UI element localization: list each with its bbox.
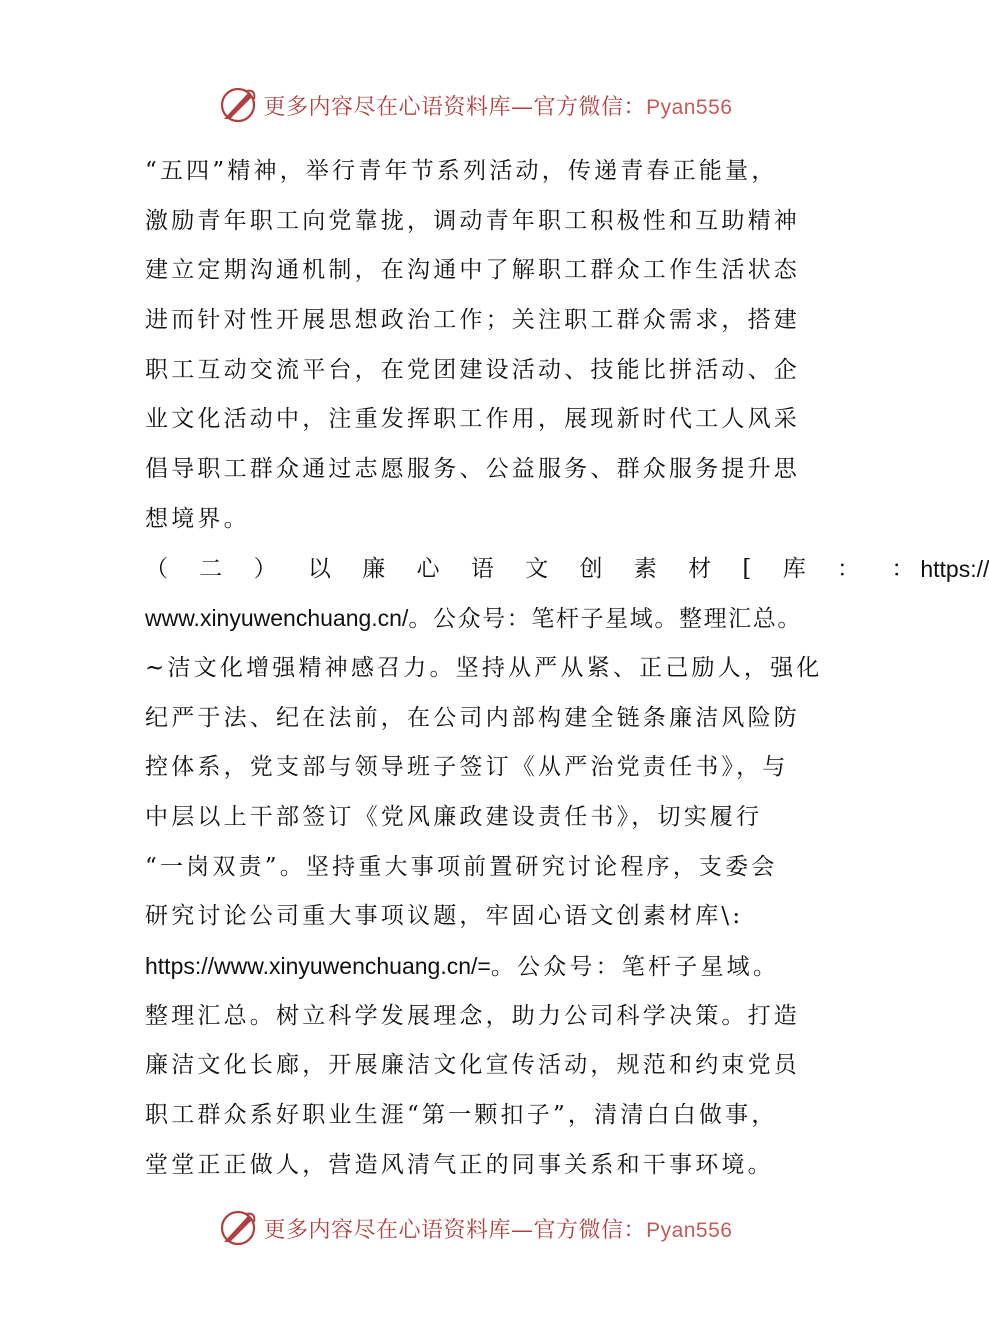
paragraph-line: “一岗双责”。坚持重大事项前置研究讨论程序，支委会 — [145, 853, 778, 880]
url-text: www.xinyuwenchuang.cn/ — [145, 605, 409, 632]
paragraph-line: 控体系，党支部与领导班子签订《从严治党责任书》，与 — [145, 754, 789, 781]
paragraph-line: 业文化活动中，注重发挥职工作用，展现新时代工人风采 — [145, 406, 800, 433]
banner-main: 更多内容尽在心语资料库— — [263, 1217, 534, 1243]
paragraph-line: 廉洁文化长廊，开展廉洁文化宣传活动，规范和约束党员 — [145, 1052, 800, 1079]
banner-main: 更多内容尽在心语资料库— — [263, 94, 534, 120]
paragraph-line: 纪严于法、纪在法前，在公司内部构建全链条廉洁风险防 — [145, 704, 800, 731]
paragraph-line: 建立定期沟通机制，在沟通中了解职工群众工作生活状态 — [145, 257, 800, 284]
wechat-id: Pyan556 — [646, 1218, 733, 1242]
url-line-tail: 。公众号：笔杆子星域。整理汇总。 — [408, 606, 802, 633]
url-line-tail: 。公众号：笔杆子星域。 — [490, 954, 780, 980]
paragraph-line: 职工群众系好职业生涯“第一颗扣子”，清清白白做事， — [145, 1102, 778, 1129]
section-heading-text: （ 二 ） 以 廉 心 语 文 创 素 材 [ 库 ： ： — [145, 555, 921, 582]
quill-logo-icon — [218, 1208, 258, 1248]
paragraph-line: ~洁文化增强精神感召力。坚持从严从紧、正己励人，强化 — [145, 654, 823, 681]
url-text: https://www.xinyuwenchuang.cn/= — [145, 953, 491, 979]
paragraph-line: “五四”精神，举行青年节系列活动，传递青春正能量， — [145, 158, 778, 184]
wechat-id: Pyan556 — [646, 95, 733, 119]
heading-url: https:// — [920, 555, 989, 582]
paragraph-line: 研究讨论公司重大事项议题，牢固心语文创素材库\: — [145, 903, 744, 930]
paragraph-line: 想境界。 — [145, 505, 250, 532]
document-body — [145, 147, 989, 1190]
paragraph-line: 进而针对性开展思想政治工作；关注职工群众需求，搭建 — [145, 307, 800, 334]
banner-sub: 官方微信： — [533, 1217, 647, 1243]
quill-logo-icon — [218, 85, 258, 125]
section-heading — [145, 545, 989, 595]
footer-banner — [0, 1203, 950, 1253]
paragraph-line: 中层以上干部签订《党风廉政建设责任书》，切实履行 — [145, 803, 763, 830]
banner-main-text — [264, 90, 733, 121]
paragraph-line: 整理汇总。树立科学发展理念，助力公司科学决策。打造 — [145, 1002, 800, 1029]
header-banner — [0, 80, 950, 130]
paragraph-line: 堂堂正正做人，营造风清气正的同事关系和干事环境。 — [145, 1151, 774, 1178]
paragraph-line: 倡导职工群众通过志愿服务、公益服务、群众服务提升思 — [145, 456, 800, 483]
banner-main-text — [264, 1213, 733, 1244]
url-line — [145, 942, 805, 992]
paragraph-line: 激励青年职工向党靠拢，调动青年职工积极性和互助精神 — [145, 207, 800, 234]
banner-sub: 官方微信： — [533, 94, 647, 120]
url-line — [145, 594, 805, 644]
paragraph-line: 职工互动交流平台，在党团建设活动、技能比拼活动、企 — [145, 356, 800, 383]
